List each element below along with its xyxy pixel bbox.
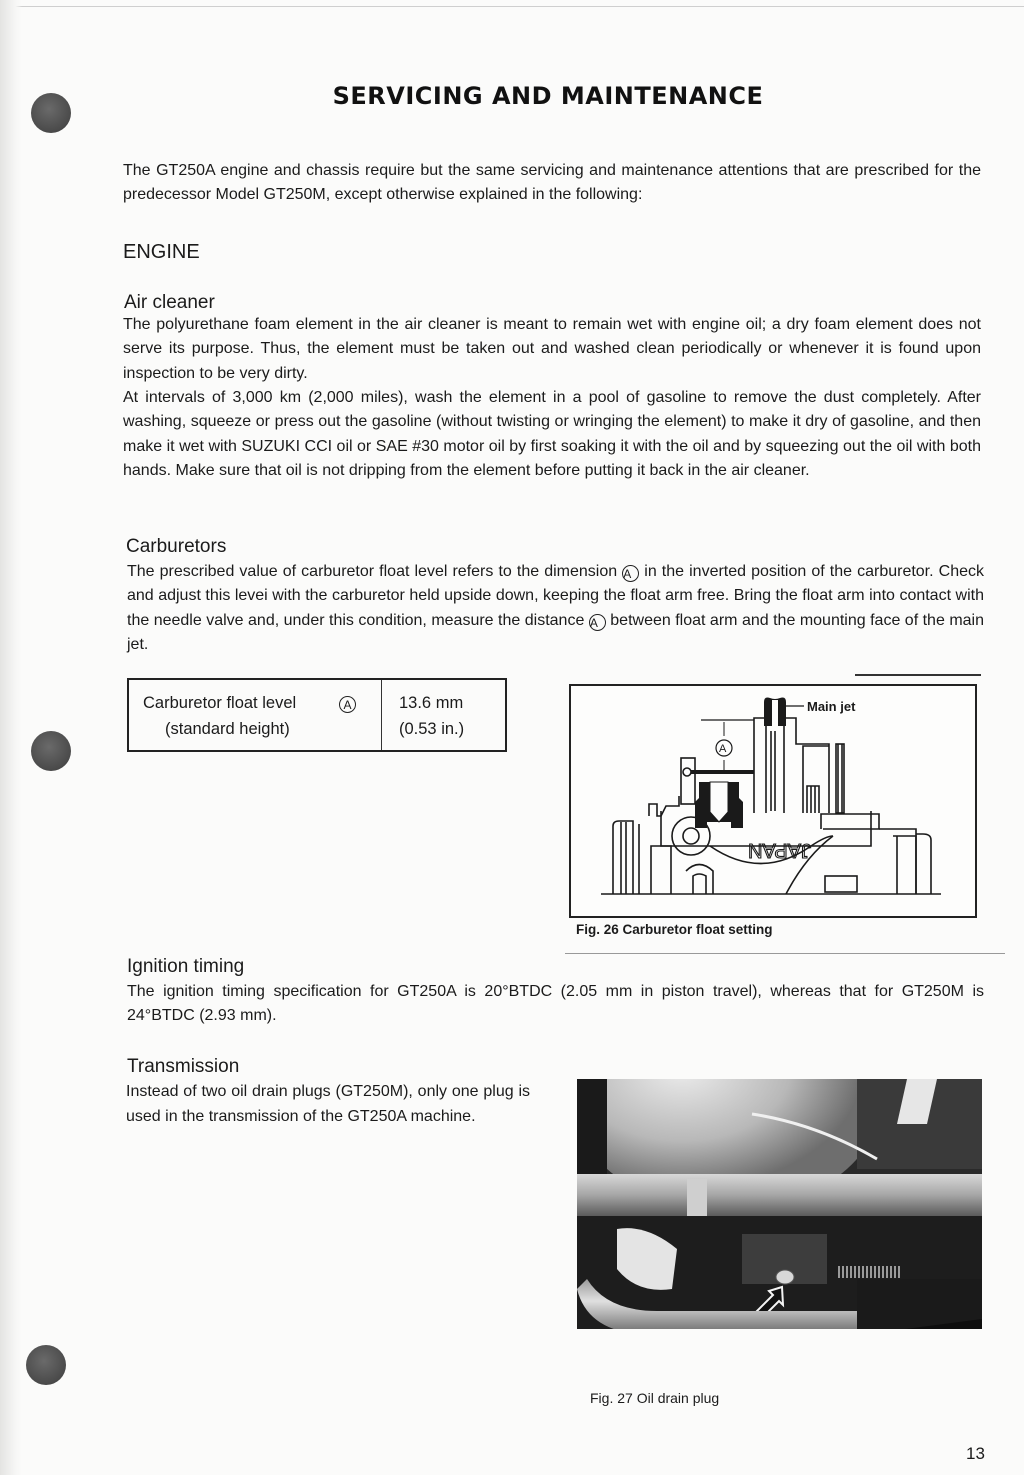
dimension-a-label: A: [719, 743, 727, 755]
subheading-air-cleaner: Air cleaner: [124, 292, 215, 313]
carburetors-text: The prescribed value of carburetor float level refers to the dimension: [127, 563, 623, 580]
page-edge-shadow: [0, 0, 22, 1475]
float-level-spec-table: [127, 678, 507, 752]
carburetor-drawing: [571, 686, 977, 918]
carburetors-text: in the inverted position of the carburetor. Check and adjust this levei with the carburetor held upside down, keeping the float arm free. Bring the float arm into contact with the needle valve and, under this condition, measure the distance: [127, 563, 985, 629]
casting-text: JAPAN: [748, 839, 811, 861]
subheading-transmission: Transmission: [127, 1056, 240, 1077]
section-heading-engine: ENGINE: [123, 241, 200, 263]
subheading-ignition-timing: Ignition timing: [127, 956, 245, 977]
figure-bottom-rule: [565, 953, 1005, 954]
transmission-paragraph: Instead of two oil drain plugs (GT250M), only one plug is used in the transmission of the GT250A machine.: [126, 1083, 530, 1125]
main-jet-label: Main jet: [807, 699, 856, 714]
oil-drain-plug: [776, 1270, 794, 1284]
ignition-timing-paragraph: The ignition timing specification for GT250A is 20°BTDC (2.05 mm in piston travel), whereas that for GT250M is 24°BTDC (2.93 mm).: [127, 983, 984, 1025]
figure-27-caption: Fig. 27 Oil drain plug: [590, 1390, 720, 1406]
spec-label-cell: [129, 680, 382, 750]
subheading-carburetors: Carburetors: [126, 536, 227, 557]
page-title: SERVICING AND MAINTENANCE: [332, 82, 764, 110]
left-flange: [613, 821, 633, 894]
dimension-a-marker: A: [622, 565, 639, 582]
dimension-a-marker: A: [589, 614, 606, 631]
binder-hole-icon: [26, 1345, 66, 1385]
figure-26-caption: Fig. 26 Carburetor float setting: [576, 922, 773, 937]
spec-label: Carburetor float level: [143, 694, 297, 712]
carburetors-paragraph: [127, 560, 984, 658]
engine-underside-photo: [577, 1079, 982, 1349]
air-cleaner-paragraph-2: At intervals of 3,000 km (2,000 miles), wash the element in a pool of gasoline to remove the dust completely. After washing, squeeze or press out the gasoline (without twisting or wringing the element) to make it dry of gasoline, and then make it wet with SUZUKI CCI oil or SAE #30 motor oil by first soaking it with the oil and by squeezing out the oil with both hands. Make sure that oil is not dripping from the element before putting it back in the air cleaner.: [123, 389, 981, 480]
spec-label-sub: (standard height): [165, 720, 290, 738]
figure-top-rule: [855, 674, 981, 676]
intro-paragraph: The GT250A engine and chassis require but the same servicing and maintenance attentions that are prescribed for the predecessor Model GT250M, except otherwise explained in the following:: [123, 162, 981, 204]
carburetor-float-diagram: [569, 684, 977, 918]
binder-hole-icon: [31, 731, 71, 771]
spec-value-in: (0.53 in.): [399, 720, 465, 738]
dimension-a-marker: A: [339, 696, 356, 713]
float-arm: [686, 770, 754, 774]
page-number: 13: [966, 1444, 985, 1463]
spec-value-cell: [382, 680, 505, 750]
top-edge-rule: [0, 6, 1024, 7]
oil-drain-plug-photo: [577, 1079, 982, 1349]
spec-value-mm: 13.6 mm: [399, 694, 464, 712]
carburetors-text: between float arm and the mounting face of the main jet.: [127, 611, 984, 654]
frame-tube: [577, 1174, 982, 1216]
air-cleaner-paragraph-1: The polyurethane foam element in the air cleaner is meant to remain wet with engine oil; a dry foam element does not serve its purpose. Thus, the element must be taken out and washed clean periodically or whenever it is found upon inspection to be very dirty.: [123, 316, 981, 382]
